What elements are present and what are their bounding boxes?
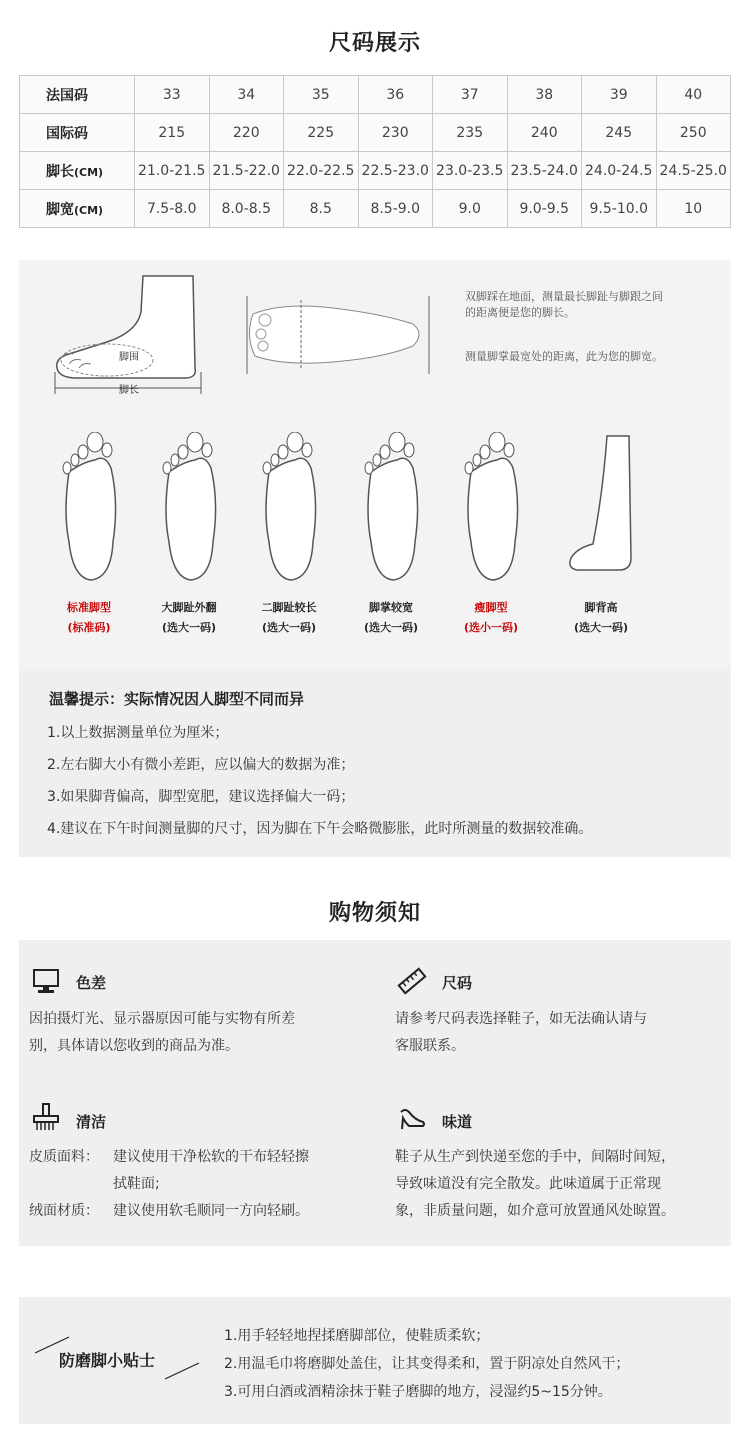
foot-type-name: 标准脚型 (67, 601, 111, 614)
size-table-row (20, 114, 731, 152)
size-cell: 23.5-24.0 (507, 152, 582, 190)
suede-label: 绒面材质： (29, 1203, 99, 1219)
size-cell: 33 (135, 76, 210, 114)
size-row-label (20, 76, 135, 114)
tip-line: 2.左右脚大小有微小差距，应以偏大的数据为准； (47, 757, 355, 773)
size-cell: 10 (656, 190, 731, 228)
size-cell: 250 (656, 114, 731, 152)
tip-line: 3.如果脚背偏高，脚型宽肥，建议选择偏大一码； (47, 789, 355, 805)
size-cell: 240 (507, 114, 582, 152)
odor-title: 味道 (442, 1113, 473, 1131)
color-diff-title: 色差 (76, 974, 107, 992)
size-cell: 7.5-8.0 (135, 190, 210, 228)
size-table-row (20, 190, 731, 228)
size-cell: 21.5-22.0 (209, 152, 284, 190)
foot-type-name: 脚掌较宽 (369, 601, 413, 614)
size-notice-title: 尺码 (442, 974, 473, 992)
foot-type-figure (457, 432, 527, 584)
ruler-icon (397, 966, 427, 996)
foot-circumference-label: 脚围 (119, 352, 139, 363)
color-diff-line2: 别，具体请以您收到的商品为准。 (29, 1038, 239, 1054)
foot-type-figure (255, 432, 325, 584)
size-row-label (20, 190, 135, 228)
foot-type-advice: (选大一码) (261, 621, 317, 634)
foot-type-advice: (选小一码) (463, 621, 519, 634)
foot-type-advice: (选大一码) (161, 621, 217, 634)
tip-line: 1.以上数据测量单位为厘米； (47, 725, 229, 741)
anti-blister-panel (19, 1297, 731, 1424)
monitor-icon (31, 966, 61, 996)
size-cell: 23.0-23.5 (433, 152, 508, 190)
size-cell: 220 (209, 114, 284, 152)
odor-line3: 象，非质量问题，如介意可放置通风处晾置。 (395, 1203, 675, 1219)
size-table-row (20, 152, 731, 190)
foot-type-advice: (选大一码) (573, 621, 629, 634)
measure-length-desc-2: 的距离便是您的脚长。 (465, 306, 575, 319)
size-cell: 36 (358, 76, 433, 114)
leather-label: 皮质面料： (29, 1149, 99, 1165)
size-cell: 24.0-24.5 (582, 152, 657, 190)
measure-length-desc-1: 双脚踩在地面，测量最长脚趾与脚跟之间 (465, 290, 663, 303)
size-cell: 225 (284, 114, 359, 152)
size-cell: 8.5 (284, 190, 359, 228)
foot-length-label: 脚长 (119, 385, 139, 394)
size-cell: 35 (284, 76, 359, 114)
size-cell: 22.0-22.5 (284, 152, 359, 190)
size-table-row (20, 76, 731, 114)
size-cell: 38 (507, 76, 582, 114)
anti-blister-title: 防磨脚小贴士 (59, 1351, 156, 1370)
odor-line1: 鞋子从生产到快递至您的手中，间隔时间短， (395, 1149, 675, 1165)
size-table-container (19, 75, 731, 228)
notice-section-title: 购物须知 (328, 901, 421, 926)
color-diff-line1: 因拍摄灯光、显示器原因可能与实物有所差 (29, 1011, 295, 1027)
size-cell: 24.5-25.0 (656, 152, 731, 190)
foot-type-name: 瘦脚型 (474, 601, 508, 614)
size-row-label-text: 脚宽 (46, 201, 74, 218)
anti-blister-line: 3.可用白酒或酒精涂抹于鞋子磨脚的地方，浸湿约5~15分钟。 (224, 1384, 612, 1400)
size-cell: 21.0-21.5 (135, 152, 210, 190)
size-notice-line2: 客服联系。 (395, 1038, 465, 1054)
measure-guide (19, 260, 731, 670)
high-heel-icon (397, 1102, 427, 1132)
size-cell: 215 (135, 114, 210, 152)
foot-type-advice: (选大一码) (363, 621, 419, 634)
anti-blister-line: 1.用手轻轻地捏揉磨脚部位，使鞋质柔软； (224, 1328, 490, 1344)
shopping-notice-panel (19, 940, 731, 1246)
size-cell: 9.5-10.0 (582, 190, 657, 228)
suede-line: 建议使用软毛顺同一方向轻刷。 (113, 1203, 309, 1219)
size-cell: 235 (433, 114, 508, 152)
foot-type-figure (567, 432, 637, 584)
foot-type-advice: (标准码) (67, 621, 111, 634)
size-section-title: 尺码展示 (328, 31, 421, 56)
foot-type-name: 二脚趾较长 (261, 601, 317, 614)
tips-title: 温馨提示：实际情况因人脚型不同而异 (49, 690, 305, 708)
size-row-label-text: 法国码 (46, 87, 88, 104)
foot-type-figure (155, 432, 225, 584)
slash-decoration-icon (163, 1361, 203, 1381)
size-cell: 34 (209, 76, 284, 114)
anti-blister-line: 2.用温毛巾将磨脚处盖住，让其变得柔和，置于阴凉处自然风干； (224, 1356, 630, 1372)
foot-top-diagram (243, 294, 433, 376)
size-cell: 9.0 (433, 190, 508, 228)
foot-type-figure (357, 432, 427, 584)
foot-type-name: 脚背高 (584, 601, 618, 614)
size-notice-line1: 请参考尺码表选择鞋子，如无法确认请与 (395, 1011, 647, 1027)
tips-panel (19, 670, 731, 857)
brush-icon (31, 1102, 61, 1132)
size-cell: 8.0-8.5 (209, 190, 284, 228)
size-row-unit: (CM) (74, 203, 104, 217)
size-row-label (20, 114, 135, 152)
foot-type-figure (55, 432, 125, 584)
size-cell: 22.5-23.0 (358, 152, 433, 190)
size-row-label-text: 国际码 (46, 125, 88, 142)
size-row-unit: (CM) (74, 165, 104, 179)
size-cell: 245 (582, 114, 657, 152)
tip-line: 4.建议在下午时间测量脚的尺寸，因为脚在下午会略微膨胀，此时所测量的数据较准确。 (47, 821, 593, 837)
size-cell: 8.5-9.0 (358, 190, 433, 228)
leather-line1: 建议使用干净松软的干布轻轻擦 (113, 1149, 309, 1165)
cleaning-title: 清洁 (76, 1113, 107, 1131)
foot-side-diagram (47, 272, 207, 394)
size-cell: 230 (358, 114, 433, 152)
leather-line2: 拭鞋面; (113, 1176, 160, 1192)
odor-line2: 导致味道没有完全散发。此味道属于正常现 (395, 1176, 661, 1192)
size-cell: 39 (582, 76, 657, 114)
size-row-label (20, 152, 135, 190)
size-cell: 40 (656, 76, 731, 114)
size-cell: 9.0-9.5 (507, 190, 582, 228)
size-table (19, 75, 731, 228)
size-cell: 37 (433, 76, 508, 114)
size-row-label-text: 脚长 (46, 163, 74, 180)
measure-width-desc: 测量脚掌最宽处的距离，此为您的脚宽。 (465, 350, 663, 363)
foot-type-name: 大脚趾外翻 (161, 601, 217, 614)
